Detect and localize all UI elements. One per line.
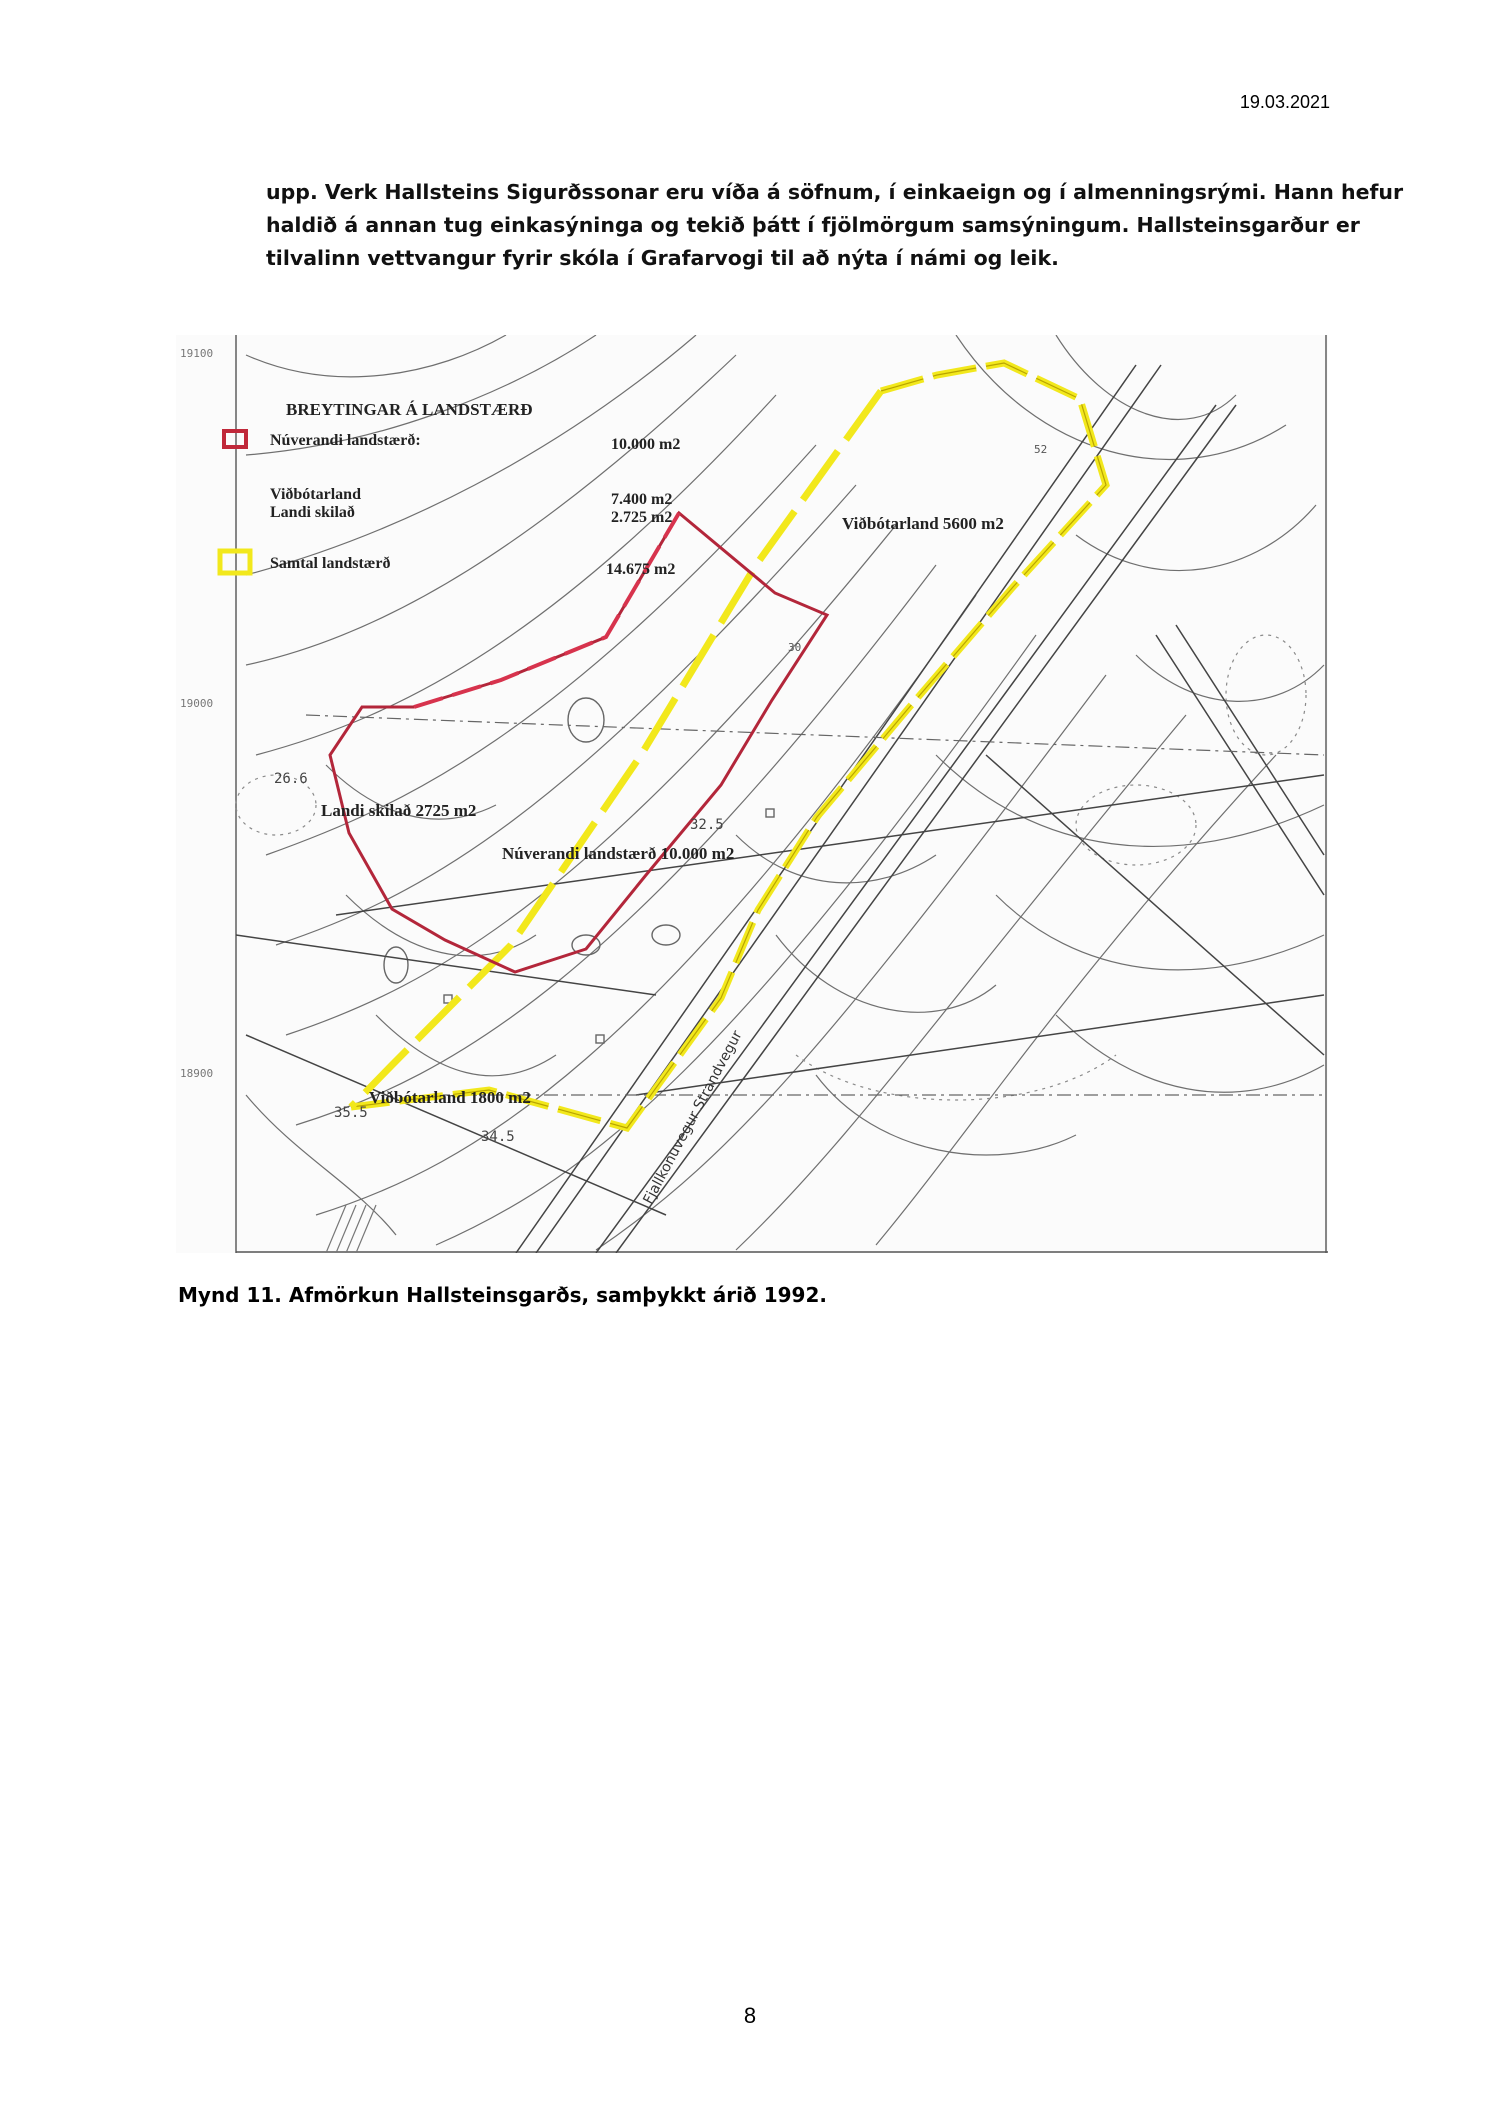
body-paragraph	[266, 176, 1404, 275]
legend-value: 2.725 m2	[611, 509, 673, 526]
spot-height: 26.6	[274, 771, 308, 787]
map-label-vidbotarland-sw: Viðbótarland 1800 m2	[369, 1088, 531, 1107]
legend-value: 14.675 m2	[606, 561, 676, 578]
paragraph-line: upp. Verk Hallsteins Sigurðssonar eru víða á söfnum, í einkaeign og í almenningsrými. Hann hefur	[266, 180, 1404, 204]
header-date: 19.03.2021	[1239, 92, 1330, 112]
map-label-vidbotarland-ne: Viðbótarland 5600 m2	[842, 514, 1004, 533]
spot-height: 52	[1034, 443, 1048, 456]
figure-caption: Mynd 11. Afmörkun Hallsteinsgarðs, samþykkt árið 1992.	[178, 1283, 827, 1307]
legend-label: Núverandi landstærð:	[270, 432, 421, 449]
map-label-nuverandi: Núverandi landstærð 10.000 m2	[502, 844, 735, 863]
legend-title: BREYTINGAR Á LANDSTÆRÐ	[286, 400, 533, 419]
legend-label: Samtal landstærð	[270, 555, 391, 572]
spot-height: 35.5	[334, 1105, 368, 1121]
paragraph-line: haldið á annan tug einkasýninga og tekið þátt í fjölmörgum samsýningum. Hallsteinsgarður er	[266, 213, 1360, 237]
site-map	[176, 335, 1328, 1253]
legend-label: Viðbótarland	[270, 486, 361, 503]
spot-height: 30	[788, 641, 802, 654]
map-label-landi-skilad: Landi skilað 2725 m2	[321, 801, 477, 820]
legend-value: 7.400 m2	[611, 491, 673, 508]
grid-label: 19100	[180, 347, 214, 360]
spot-height: 34.5	[481, 1129, 515, 1145]
page-number: 8	[743, 2003, 757, 2028]
legend-label: Landi skilað	[270, 504, 355, 521]
grid-label: 19000	[180, 697, 214, 710]
legend-value: 10.000 m2	[611, 436, 681, 453]
map-label-road: Fjallkonuvegur Strandvegur	[640, 1028, 746, 1207]
spot-height: 32.5	[690, 817, 724, 833]
grid-label: 18900	[180, 1067, 214, 1080]
paragraph-line: tilvalinn vettvangur fyrir skóla í Grafarvogi til að nýta í námi og leik.	[266, 246, 1059, 270]
